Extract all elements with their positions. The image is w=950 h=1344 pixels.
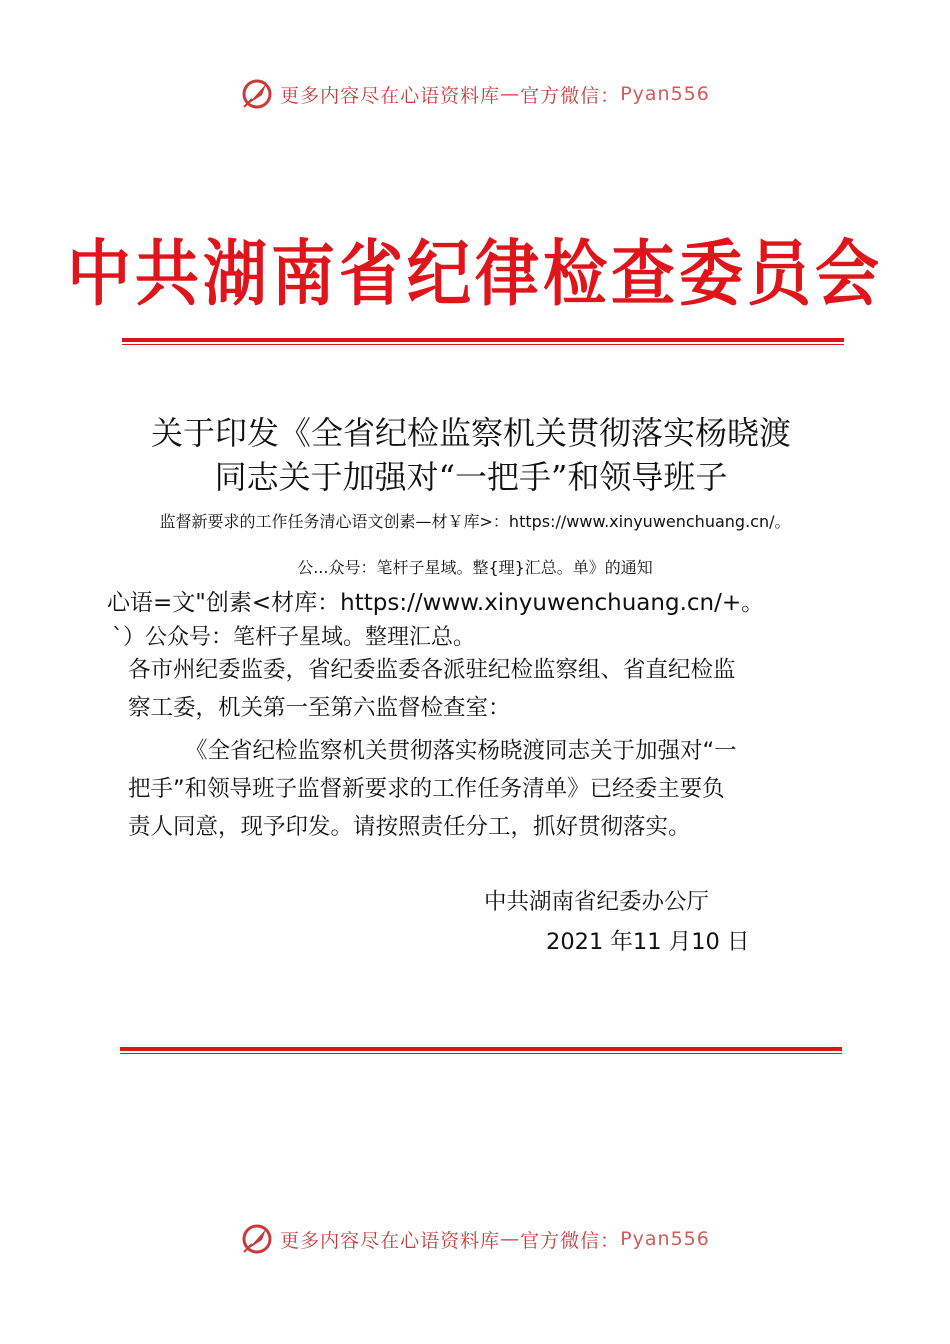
quill-logo-icon — [240, 77, 274, 111]
addressee-line-1: 各市州纪委监委，省纪委监委各派驻纪检监察组、省直纪检监 — [128, 657, 736, 683]
addressee-line-2: 察工委，机关第一至第六监督检查室： — [128, 695, 511, 721]
letterhead-rule-top — [122, 338, 844, 345]
banner-text: 更多内容尽在心语资料库 — [280, 1229, 501, 1252]
signature-org: 中共湖南省纪委办公厅 — [484, 889, 710, 915]
letterhead-rule-bottom — [120, 1047, 842, 1054]
document-title-line-1: 关于印发《全省纪检监察机关贯彻落实杨晓渡 — [150, 414, 791, 452]
document-title-line-2: 同志关于加强对“一把手”和领导班子 — [214, 458, 728, 496]
banner-wechat-label: 官方微信： — [520, 84, 621, 107]
signature-date: 2021 年11 月10 日 — [546, 929, 750, 955]
document-title-line-3: 监督新要求的工作任务清心语文创素—材￥库>：https://www.xinyuwenchuang.cn/。 — [159, 512, 791, 531]
banner-separator: — — [500, 1228, 521, 1250]
watermark-banner-top — [0, 72, 950, 116]
body-paragraph-line-1: 《全省纪检监察机关贯彻落实杨晓渡同志关于加强对“一 — [185, 738, 737, 764]
body-paragraph-line-3: 责人同意，现予印发。请按照责任分工，抓好贯彻落实。 — [128, 814, 691, 840]
banner-wechat-label: 官方微信： — [520, 1229, 621, 1252]
watermark-line-1: 心语=文"创素<材库：https://www.xinyuwenchuang.cn/+。 — [107, 590, 765, 616]
body-paragraph-line-2: 把手”和领导班子监督新要求的工作任务清单》已经委主要负 — [128, 776, 725, 802]
watermark-line-2: `）公众号：笔杆子星域。整理汇总。 — [112, 625, 476, 650]
document-title-line-4: 公...众号：笔杆子星域。整{理}汇总。单》的通知 — [297, 558, 653, 577]
watermark-banner-bottom — [0, 1217, 950, 1261]
banner-wechat-id: Pyan556 — [620, 1228, 710, 1250]
org-letterhead: 中共湖南省纪律检查委员会 — [67, 233, 883, 317]
banner-separator: — — [500, 83, 521, 105]
quill-logo-icon — [240, 1222, 274, 1256]
banner-wechat-id: Pyan556 — [620, 83, 710, 105]
banner-text: 更多内容尽在心语资料库 — [280, 84, 501, 107]
